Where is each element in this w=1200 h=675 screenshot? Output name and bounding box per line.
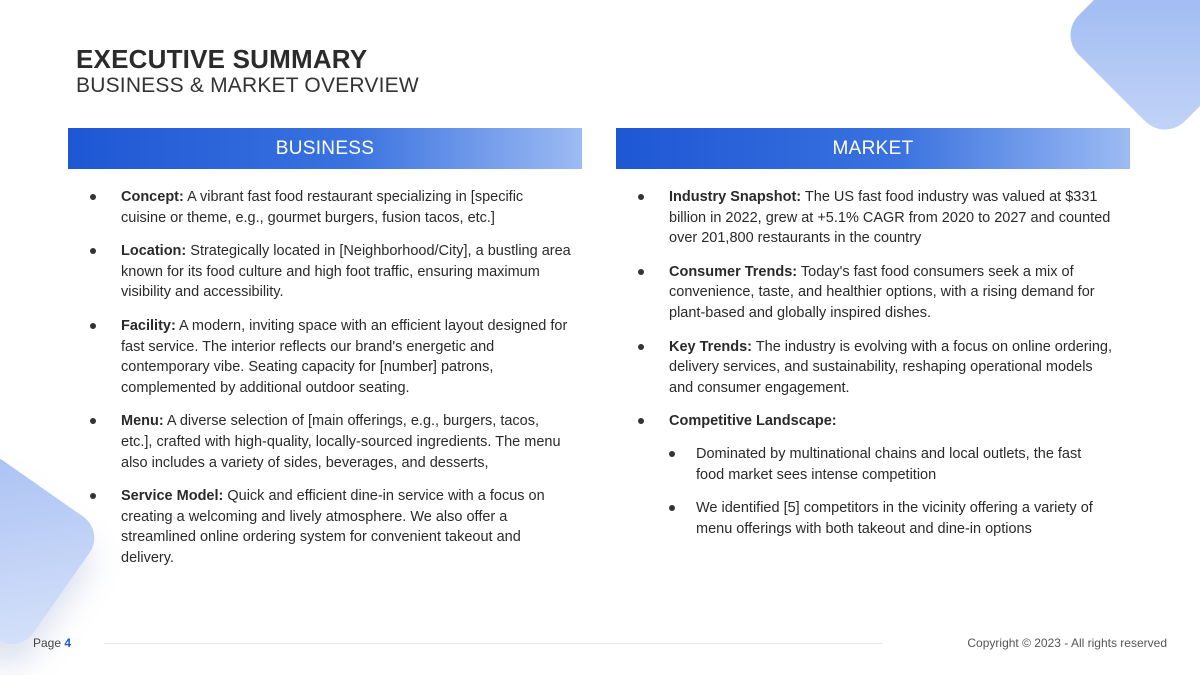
competitive-sub-item: We identified [5] competitors in the vicinity offering a variety of menu offerings with both takeout and dine-in options — [669, 498, 1120, 539]
market-bullet-list — [616, 187, 1130, 539]
market-item-consumer-trends — [616, 262, 1130, 324]
footer-divider — [104, 643, 882, 644]
item-text: Today's fast food consumers seek a mix of convenience, taste, and healthier options, with a rising demand for plant-based and globally inspired dishes. — [669, 263, 1095, 321]
page-subtitle: BUSINESS & MARKET OVERVIEW — [76, 74, 419, 97]
business-item-menu — [68, 411, 582, 473]
item-text: A diverse selection of [main offerings, e.g., burgers, tacos, etc.], crafted with high-quality, locally-sourced ingredients. The menu also includes a variety of sides, beverages, and desserts, — [121, 413, 561, 471]
decorative-shape-top-right — [1059, 0, 1200, 141]
market-item-industry-snapshot — [616, 187, 1130, 249]
market-column — [616, 128, 1130, 552]
page-label: Page — [33, 636, 65, 650]
item-text: The industry is evolving with a focus on online ordering, delivery services, and sustainability, reshaping operational models and consumer engagement. — [669, 338, 1113, 396]
business-item-concept — [68, 187, 582, 228]
item-text: A modern, inviting space with an efficient layout designed for fast service. The interior reflects our brand's energetic and contemporary vibe. Seating capacity for [number] patrons, complemented by additional outdoor seating. — [121, 317, 568, 396]
item-label: Menu: — [121, 413, 164, 430]
item-text: The US fast food industry was valued at $331 billion in 2022, grew at +5.1% CAGR from 2020 to 2027 and counted over 201,800 restaurants in the country — [669, 189, 1111, 247]
item-label: Concept: — [121, 189, 184, 205]
competitive-sub-list — [669, 444, 1120, 539]
market-item-key-trends — [616, 337, 1130, 399]
business-header: BUSINESS — [68, 128, 582, 169]
title-block — [76, 44, 419, 98]
item-label: Consumer Trends: — [669, 263, 798, 280]
business-item-location — [68, 241, 582, 303]
item-label: Location: — [121, 243, 187, 260]
business-column — [68, 128, 582, 582]
competitive-sub-item: Dominated by multinational chains and local outlets, the fast food market sees intense competition — [669, 444, 1120, 485]
item-text: Strategically located in [Neighborhood/City], a bustling area known for its food culture and high foot traffic, ensuring maximum visibility and accessibility. — [121, 243, 571, 301]
item-label: Competitive Landscape: — [669, 413, 837, 430]
page-title: EXECUTIVE SUMMARY — [76, 44, 368, 74]
business-item-facility — [68, 316, 582, 398]
copyright-text: Copyright © 2023 - All rights reserved — [967, 636, 1167, 650]
item-text: A vibrant fast food restaurant specializing in [specific cuisine or theme, e.g., gourmet burgers, fusion tacos, etc.] — [121, 189, 524, 226]
item-text: Quick and efficient dine-in service with a focus on creating a welcoming and lively atmosphere. We also offer a streamlined online ordering system for convenient takeout and delivery. — [121, 488, 545, 566]
market-header: MARKET — [616, 128, 1130, 169]
business-item-service-model — [68, 486, 582, 568]
business-bullet-list — [68, 187, 582, 569]
market-item-competitive-landscape — [616, 411, 1130, 539]
page-number: 4 — [64, 636, 72, 650]
item-label: Facility: — [121, 317, 176, 334]
item-label: Service Model: — [121, 488, 224, 505]
item-label: Key Trends: — [669, 338, 752, 355]
page-indicator — [33, 636, 71, 650]
item-label: Industry Snapshot: — [669, 189, 802, 205]
